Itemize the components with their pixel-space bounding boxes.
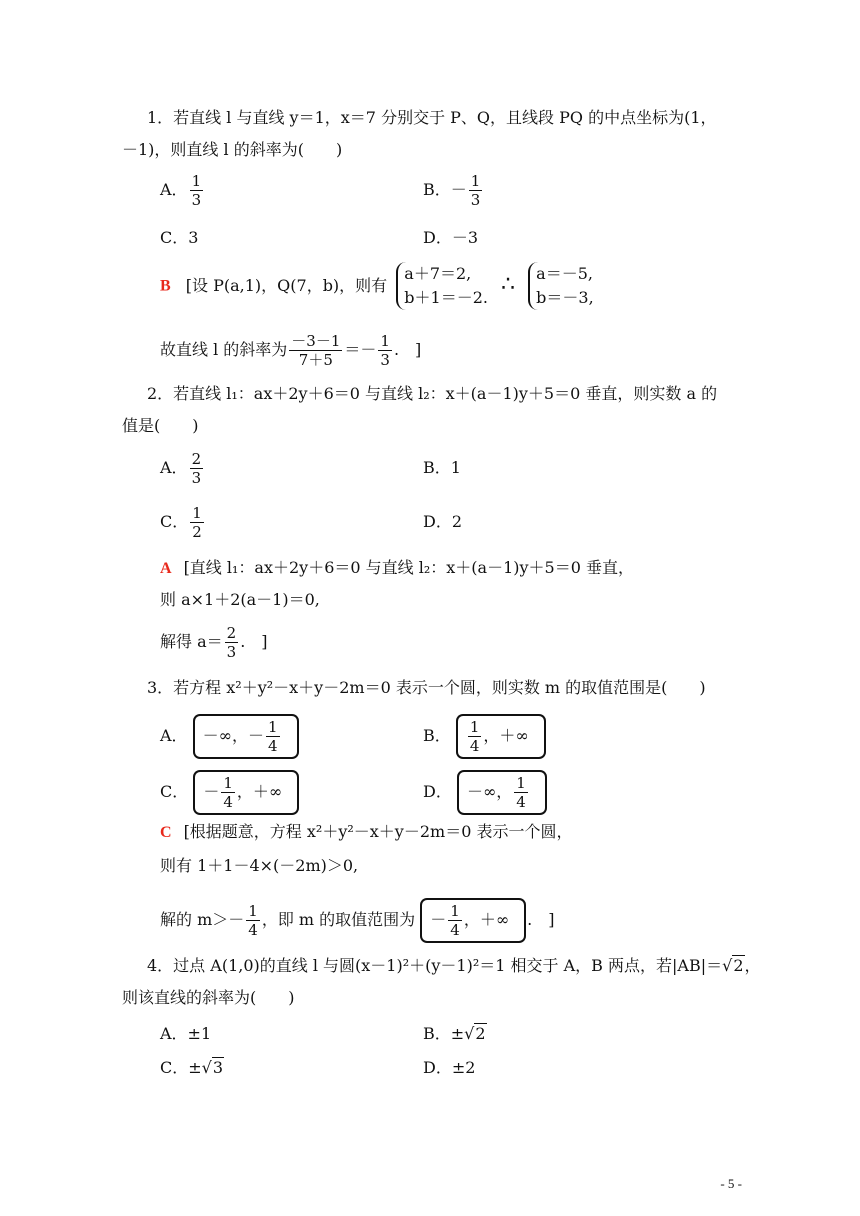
q1-stem-line1: 1．若直线 l 与直线 y＝1，x＝7 分别交于 P、Q，且线段 PQ 的中点坐标为(1， <box>147 108 717 127</box>
answer-letter: B <box>160 277 171 295</box>
q3-answer-line3: 解的 m＞－ $\frac{1}{4}$ ，即 m 的取值范围为 － $\frac{1}{4}$ ，＋∞ . ] <box>160 898 555 943</box>
q2-answer-line1: A [直线 l₁：ax＋2y＋6＝0 与直线 l₂：x＋(a－1)y＋5＝0 垂直， <box>160 558 634 577</box>
fraction: $\frac{1}{2}$ <box>192 504 202 541</box>
fraction: $\frac{2}{3}$ <box>226 624 237 661</box>
sqrt-symbol: √ <box>722 956 733 975</box>
page-number: - 5 - <box>720 1176 742 1191</box>
q2-option-c: C． $\frac{1}{2}$ <box>160 504 202 541</box>
q1-option-b: B．－ $\frac{1}{3}$ <box>423 172 481 209</box>
q4-option-d: D．±2 <box>423 1058 476 1077</box>
q2-answer-line3: 解得 a＝ $\frac{2}{3}$ . ] <box>160 624 268 661</box>
q4-stem-line2: 则该直线的斜率为( ) <box>122 988 295 1007</box>
interval-bracket: － $\frac{1}{4}$ ，＋∞ <box>420 898 517 943</box>
q3-answer-line2: 则有 1＋1－4×(－2m)＞0, <box>160 856 359 875</box>
q2-option-a: A． $\frac{2}{3}$ <box>160 450 202 487</box>
answer-letter: A <box>160 560 172 577</box>
fraction: $\frac{1}{3}$ <box>191 172 202 209</box>
fraction: $\frac{1}{3}$ <box>380 332 390 369</box>
q4-option-c: C．±√3 <box>160 1058 224 1077</box>
q2-option-b: B．1 <box>423 458 461 477</box>
q4-option-b: B．±√2 <box>423 1024 486 1043</box>
sqrt-symbol: √ <box>464 1024 475 1043</box>
q1-stem-line2: －1)，则直线 l 的斜率为( ) <box>122 140 343 159</box>
q2-answer-line2: 则 a×1＋2(a－1)＝0, <box>160 590 320 609</box>
equation-system: a＝－5, b＝－3, <box>528 262 594 310</box>
sqrt-symbol: √ <box>201 1058 212 1077</box>
q2-stem-line2: 值是( ) <box>122 416 199 435</box>
q2-stem-line1: 2．若直线 l₁：ax＋2y＋6＝0 与直线 l₂：x＋(a－1)y＋5＝0 垂直，则实数 a 的 <box>147 384 718 403</box>
q3-option-c: C． － $\frac{1}{4}$ ，＋∞ <box>160 770 290 815</box>
fraction: $\frac{1}{3}$ <box>470 172 481 209</box>
q1-option-c: C．3 <box>160 228 199 247</box>
q3-option-a: A． －∞，－ $\frac{1}{4}$ <box>160 714 290 759</box>
q1-option-a: A． $\frac{1}{3}$ <box>160 172 202 209</box>
interval-bracket: $\frac{1}{4}$ ，＋∞ <box>456 714 537 759</box>
q1-answer-line2: 故直线 l 的斜率为 $\frac{-3-1}{7+5}$ ＝－ $\frac{1}{3}$ . ] <box>160 332 422 369</box>
q3-stem: 3．若方程 x²＋y²－x＋y－2m＝0 表示一个圆，则实数 m 的取值范围是( ) <box>147 678 706 697</box>
equation-system: a＋7＝2, b＋1＝－2. <box>396 262 488 310</box>
interval-bracket: －∞， $\frac{1}{4}$ <box>457 770 538 815</box>
q2-option-d: D．2 <box>423 512 463 531</box>
answer-letter: C <box>160 824 172 841</box>
q4-stem-line1: 4．过点 A(1,0)的直线 l 与圆(x－1)²＋(y－1)²＝1 相交于 A，B 两点，若|AB|＝√2， <box>147 956 761 975</box>
q3-answer-line1: C [根据题意，方程 x²＋y²－x＋y－2m＝0 表示一个圆， <box>160 822 573 841</box>
q1-answer-line1: B [设 P(a,1)，Q(7，b)，则有 a＋7＝2, b＋1＝－2. ∴ a＝－5, b＝－3, <box>160 262 598 310</box>
q3-option-d: D． －∞， $\frac{1}{4}$ <box>423 770 538 815</box>
fraction: $\frac{-3-1}{7+5}$ <box>291 332 341 369</box>
q1-option-d: D．－3 <box>423 228 479 247</box>
fraction: $\frac{1}{4}$ <box>248 902 258 939</box>
q3-option-b: B． $\frac{1}{4}$ ，＋∞ <box>423 714 537 759</box>
interval-bracket: －∞，－ $\frac{1}{4}$ <box>193 714 290 759</box>
q4-option-a: A．±1 <box>160 1024 212 1043</box>
interval-bracket: － $\frac{1}{4}$ ，＋∞ <box>193 770 290 815</box>
fraction: $\frac{2}{3}$ <box>191 450 202 487</box>
therefore-symbol: ∴ <box>501 271 516 297</box>
